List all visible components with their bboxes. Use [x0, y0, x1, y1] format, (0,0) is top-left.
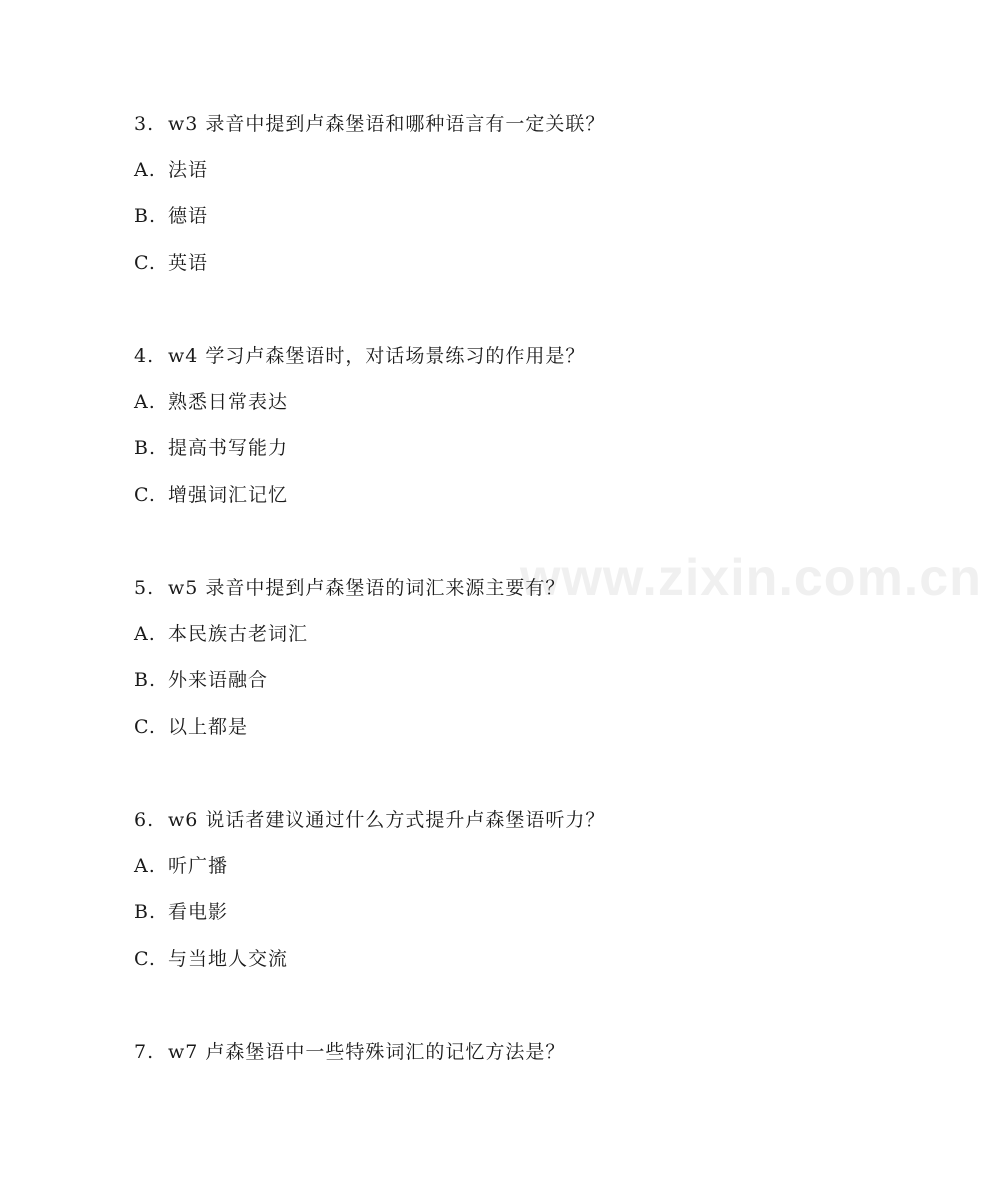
option-text: 法语: [168, 159, 209, 181]
option-text: 以上都是: [168, 716, 249, 738]
option-letter: C.: [134, 948, 156, 970]
question-text: w3 录音中提到卢森堡语和哪种语言有一定关联？: [168, 113, 606, 135]
question-6: [134, 808, 605, 832]
question-3-option-c: [134, 251, 208, 275]
option-text: 听广播: [168, 855, 229, 877]
question-4-option-b: [134, 436, 288, 460]
question-7: [134, 1040, 565, 1064]
question-3-option-b: [134, 204, 208, 228]
option-text: 增强词汇记忆: [168, 484, 289, 506]
question-text: w7 卢森堡语中一些特殊词汇的记忆方法是？: [168, 1041, 566, 1063]
option-letter: C.: [134, 484, 156, 506]
question-6-option-c: [134, 947, 288, 971]
option-letter: C.: [134, 252, 156, 274]
option-text: 与当地人交流: [168, 948, 289, 970]
question-4-option-a: [134, 390, 288, 414]
question-3-option-a: [134, 158, 208, 182]
question-text: w5 录音中提到卢森堡语的词汇来源主要有？: [168, 577, 566, 599]
question-4-option-c: [134, 483, 288, 507]
option-text: 提高书写能力: [168, 437, 289, 459]
option-text: 外来语融合: [168, 669, 269, 691]
option-letter: A.: [134, 855, 156, 877]
question-text: w4 学习卢森堡语时，对话场景练习的作用是？: [168, 345, 586, 367]
question-3: [134, 112, 605, 136]
question-number: 6.: [134, 809, 155, 831]
option-letter: A.: [134, 159, 156, 181]
question-5-option-a: [134, 622, 308, 646]
question-5-option-b: [134, 668, 268, 692]
option-letter: B.: [134, 901, 157, 923]
question-6-option-b: [134, 900, 228, 924]
option-letter: A.: [134, 623, 156, 645]
question-number: 5.: [134, 577, 155, 599]
option-letter: C.: [134, 716, 156, 738]
option-text: 本民族古老词汇: [168, 623, 309, 645]
question-5-option-c: [134, 715, 248, 739]
watermark: www.zixin.com.cn: [520, 549, 982, 607]
question-6-option-a: [134, 854, 228, 878]
question-number: 3.: [134, 113, 155, 135]
option-text: 看电影: [168, 901, 229, 923]
question-number: 4.: [134, 345, 155, 367]
option-letter: B.: [134, 437, 157, 459]
question-4: [134, 344, 585, 368]
question-number: 7.: [134, 1041, 155, 1063]
question-text: w6 说话者建议通过什么方式提升卢森堡语听力？: [168, 809, 606, 831]
option-text: 英语: [168, 252, 209, 274]
option-letter: B.: [134, 205, 157, 227]
option-letter: A.: [134, 391, 156, 413]
question-5: [134, 576, 565, 600]
option-text: 德语: [168, 205, 209, 227]
option-letter: B.: [134, 669, 157, 691]
option-text: 熟悉日常表达: [168, 391, 289, 413]
